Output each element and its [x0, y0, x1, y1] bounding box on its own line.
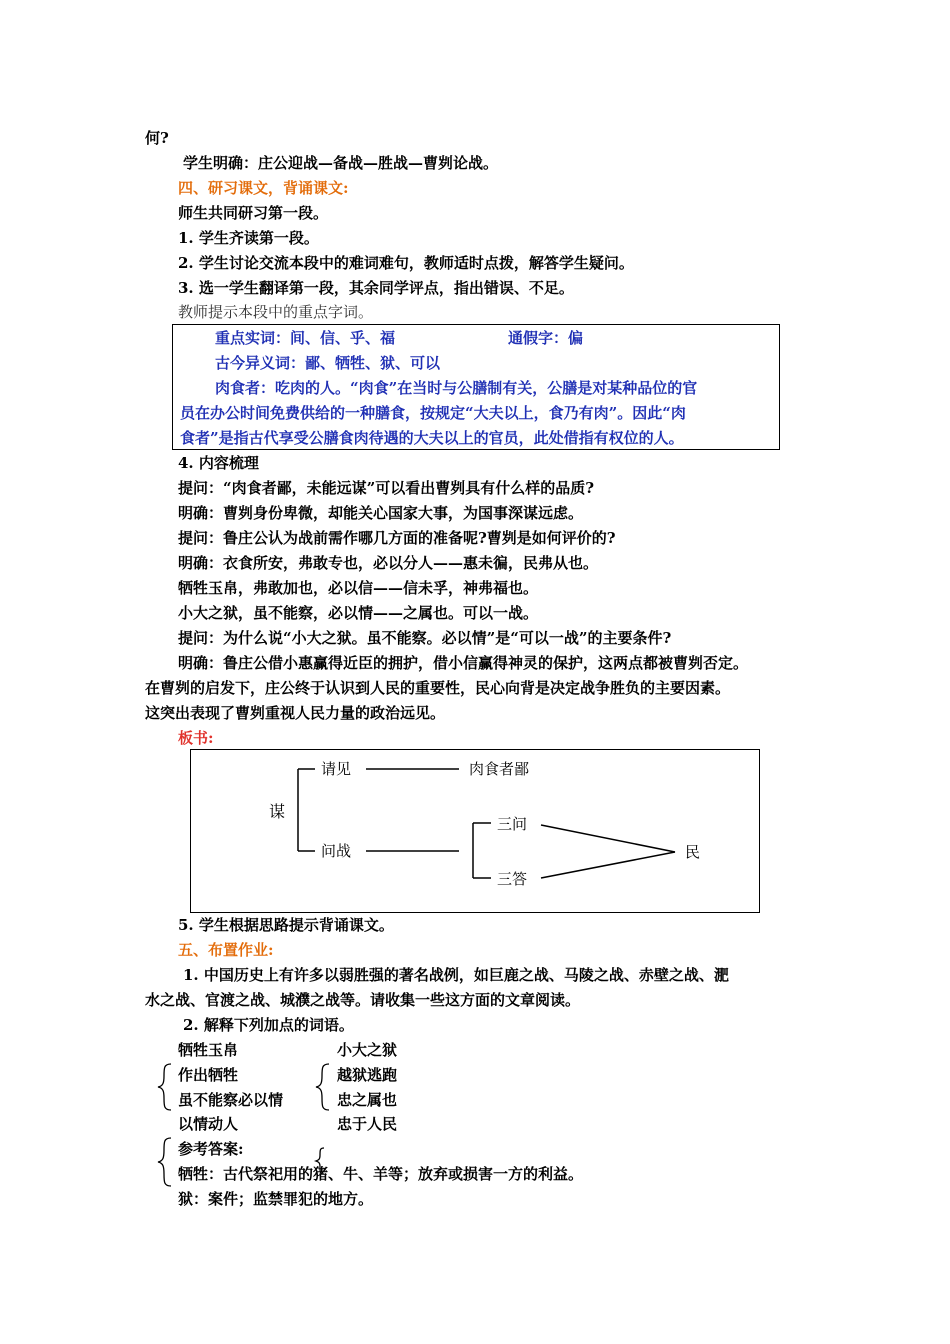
text-line: 明确：鲁庄公借小惠赢得近臣的拥护，借小信赢得神灵的保护，这两点都被曹刿否定。 — [178, 654, 749, 672]
brace-icon — [313, 1062, 333, 1112]
diagram-result: 民 — [685, 843, 701, 861]
brace-icon — [155, 1136, 175, 1188]
text-line: 3. 选一学生翻译第一段，其余同学评点，指出错误、不足。 — [178, 279, 574, 297]
text-line: 小大之狱，虽不能察，必以情——之属也。可以一战。 — [178, 604, 539, 622]
vocab-explanation: 肉食者：吃肉的人。“肉食”在当时与公膳制有关，公膳是对某种品位的官 — [215, 379, 698, 397]
section-heading: 四、研习课文，背诵课文: — [178, 179, 349, 197]
diagram-top-node: 请见 — [321, 760, 352, 778]
exercise-word: 牺牲玉帛 — [178, 1041, 239, 1059]
text-line: 2. 学生讨论交流本段中的难词难句，教师适时点拨，解答学生疑问。 — [178, 254, 634, 272]
vocab-key-words: 重点实词：间、信、乎、福 — [215, 329, 396, 347]
text-line: 明确：衣食所安，弗敢专也，必以分人——惠未徧，民弗从也。 — [178, 554, 599, 572]
exercise-word: 忠于人民 — [337, 1115, 398, 1133]
text-line: 提问：为什么说“小大之狱。虽不能察。必以情”是“可以一战”的主要条件? — [178, 629, 672, 647]
vocab-explanation: 食者”是指古代享受公膳食肉待遇的大夫以上的官员，此处借指有权位的人。 — [180, 429, 684, 447]
text-line: 教师提示本段中的重点字词。 — [178, 303, 374, 321]
blackboard-box — [190, 749, 760, 913]
text-line: 1. 学生齐读第一段。 — [178, 229, 319, 247]
text-line: 水之战、官渡之战、城濮之战等。请收集一些这方面的文章阅读。 — [145, 991, 581, 1009]
diagram-top-result: 肉食者鄙 — [469, 760, 530, 778]
vocab-ancient-modern: 古今异义词：鄙、牺牲、狱、可以 — [215, 354, 441, 372]
text-line: 牺牲：古代祭祀用的猪、牛、羊等；放弃或损害一方的利益。 — [178, 1165, 584, 1183]
text-line: 学生明确：庄公迎战—备战—胜战—曹刿论战。 — [183, 154, 499, 172]
exercise-word: 以情动人 — [178, 1115, 239, 1133]
diagram-bottom-node: 问战 — [321, 842, 352, 860]
text-line: 2. 解释下列加点的词语。 — [183, 1016, 354, 1034]
text-line: 参考答案: — [178, 1140, 244, 1158]
text-line: 提问：鲁庄公认为战前需作哪几方面的准备呢?曹刿是如何评价的? — [178, 529, 616, 547]
exercise-word: 小大之狱 — [337, 1041, 398, 1059]
exercise-word: 越狱逃跑 — [337, 1066, 398, 1084]
exercise-word: 作出牺牲 — [178, 1066, 239, 1084]
text-line: 何? — [145, 129, 169, 147]
diagram-three-answers: 三答 — [497, 870, 528, 888]
exercise-word: 虽不能察必以情 — [178, 1091, 284, 1109]
text-line: 在曹刿的启发下，庄公终于认识到人民的重要性，民心向背是决定战争胜负的主要因素。 — [145, 679, 731, 697]
text-line: 5. 学生根据思路提示背诵课文。 — [178, 916, 394, 934]
text-line: 明确：曹刿身份卑微，却能关心国家大事，为国事深谋远虑。 — [178, 504, 584, 522]
blackboard-heading: 板书: — [178, 729, 214, 747]
text-line: 这突出表现了曹刿重视人民力量的政治远见。 — [145, 704, 446, 722]
exercise-word: 忠之属也 — [337, 1091, 398, 1109]
text-line: 牺牲玉帛，弗敢加也，必以信——信未孚，神弗福也。 — [178, 579, 539, 597]
text-line: 4. 内容梳理 — [178, 454, 259, 472]
diagram-three-questions: 三问 — [497, 815, 528, 833]
text-line: 1. 中国历史上有许多以弱胜强的著名战例，如巨鹿之战、马陵之战、赤壁之战、淝 — [183, 966, 729, 984]
brace-icon — [155, 1062, 175, 1112]
vocab-loan-words: 通假字：偏 — [508, 329, 584, 347]
blackboard-diagram — [191, 750, 759, 912]
text-line: 师生共同研习第一段。 — [178, 204, 329, 222]
text-line: 狱：案件；监禁罪犯的地方。 — [178, 1190, 374, 1208]
diagram-root: 谋 — [269, 802, 286, 821]
vocab-explanation: 员在办公时间免费供给的一种膳食，按规定“大夫以上，食乃有肉”。因此“肉 — [180, 404, 686, 422]
text-line: 提问：“肉食者鄙，未能远谋”可以看出曹刿具有什么样的品质? — [178, 479, 595, 497]
section-heading: 五、布置作业: — [178, 941, 274, 959]
